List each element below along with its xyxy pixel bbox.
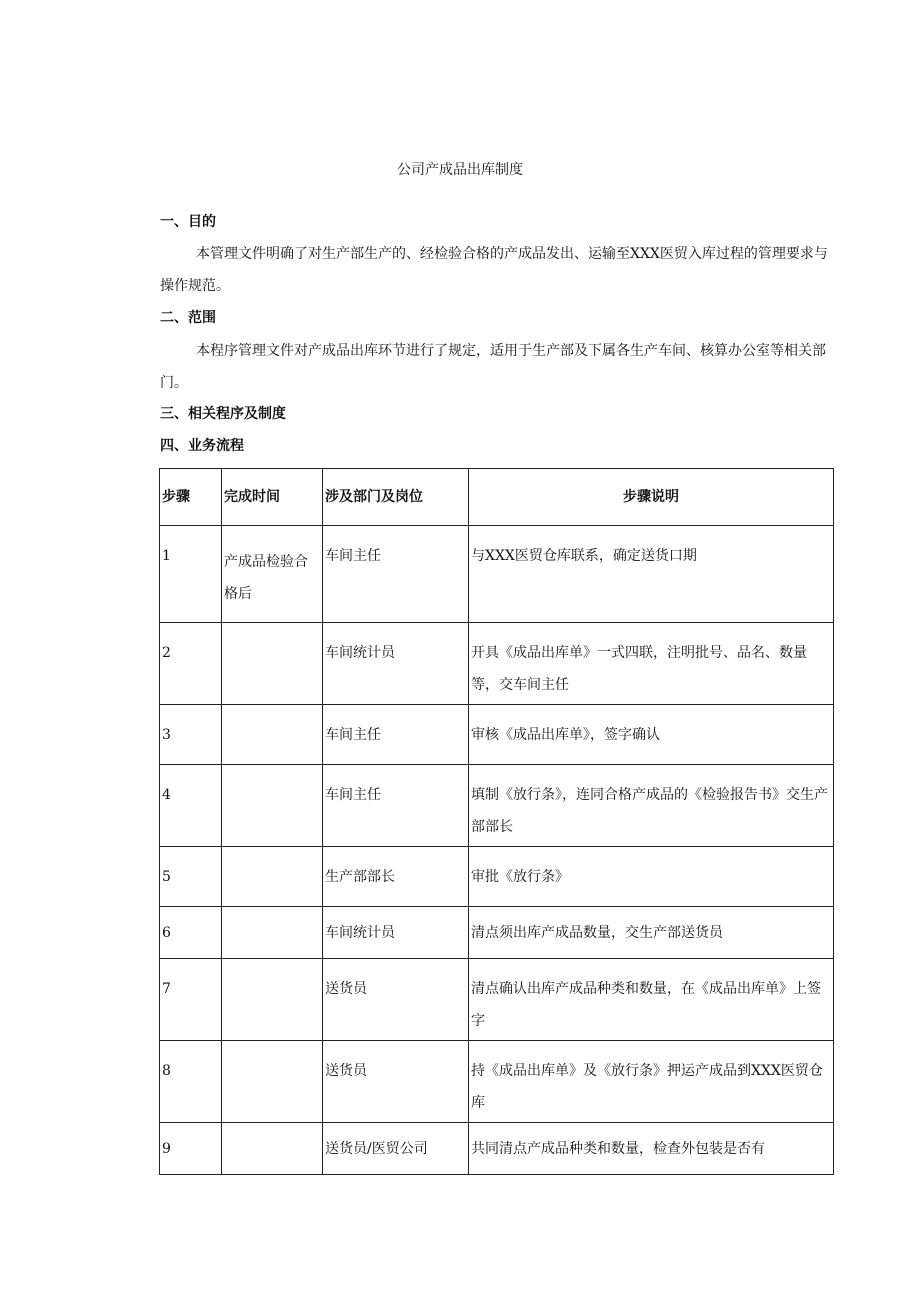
cell-time	[224, 907, 320, 917]
cell-desc: 清点须出库产成品数量，交生产部送货员	[471, 925, 723, 941]
section-heading-procedures: 三、相关程序及制度	[160, 406, 286, 422]
cell-dept: 生产部部长	[325, 869, 395, 885]
cell-dept: 车间主任	[325, 727, 381, 743]
cell-dept: 送货员/医贸公司	[325, 1141, 428, 1157]
cell-time	[224, 765, 320, 779]
workflow-table	[159, 468, 834, 1175]
table-row	[160, 907, 834, 959]
section-body-scope: 本程序管理文件对产成品出库环节进行了规定，适用于生产部及下属各生产车间、核算办公室等相关部门。	[160, 343, 826, 391]
cell-desc: 开具《成品出库单》一式四联，注明批号、品名、数量等，交车间主任	[471, 645, 807, 693]
section-heading-scope: 二、范围	[160, 310, 216, 326]
cell-step: 7	[162, 981, 171, 997]
table-row	[160, 705, 834, 765]
table-row	[160, 959, 834, 1041]
cell-dept: 车间主任	[325, 787, 381, 803]
header-dept: 涉及部门及岗位	[323, 469, 469, 526]
cell-desc: 清点确认出库产成品种类和数量，在《成品出库单》上签字	[471, 981, 821, 1029]
cell-step: 6	[162, 925, 171, 941]
cell-desc: 审批《放行条》	[471, 869, 569, 885]
cell-desc: 与XXX医贸仓库联系，确定送货口期	[471, 548, 697, 564]
section-body-purpose: 本管理文件明确了对生产部生产的、经检验合格的产成品发出、运输至XXX医贸入库过程的管理要求与操作规范。	[160, 246, 828, 294]
cell-step: 3	[162, 727, 171, 743]
section-heading-purpose: 一、目的	[160, 214, 216, 230]
cell-time	[224, 705, 320, 719]
cell-desc: 审核《成品出库单》，签字确认	[471, 727, 660, 743]
document-title: 公司产成品出库制度	[397, 162, 523, 178]
cell-desc: 填制《放行条》，连同合格产成品的《检验报告书》交生产部部长	[471, 787, 828, 835]
header-desc: 步骤说明	[469, 469, 834, 526]
cell-time	[224, 847, 320, 861]
cell-step: 9	[162, 1141, 171, 1157]
cell-time: 产成品检验合格后	[224, 554, 308, 602]
table-row	[160, 847, 834, 907]
header-time: 完成时间	[222, 469, 323, 526]
cell-dept: 送货员	[325, 1063, 367, 1079]
cell-dept: 车间主任	[325, 548, 381, 564]
cell-time	[224, 1123, 320, 1133]
section-heading-workflow: 四、业务流程	[160, 438, 244, 454]
table-row	[160, 765, 834, 847]
cell-step: 8	[162, 1063, 171, 1079]
cell-dept: 送货员	[325, 981, 367, 997]
table-row	[160, 1123, 834, 1175]
cell-time	[224, 623, 320, 637]
cell-time	[224, 959, 320, 973]
cell-step: 5	[162, 869, 171, 885]
table-row	[160, 526, 834, 623]
cell-desc: 持《成品出库单》及《放行条》押运产成品到XXX医贸仓库	[471, 1063, 823, 1111]
table-header-row	[160, 469, 834, 526]
cell-step: 4	[162, 787, 171, 803]
cell-dept: 车间统计员	[325, 925, 395, 941]
cell-desc: 共同清点产成品种类和数量，检查外包装是否有	[471, 1141, 765, 1157]
header-step: 步骤	[160, 469, 222, 526]
cell-step: 1	[162, 548, 171, 564]
cell-dept: 车间统计员	[325, 645, 395, 661]
cell-time	[224, 1041, 320, 1055]
table-row	[160, 623, 834, 705]
cell-step: 2	[162, 645, 171, 661]
table-row	[160, 1041, 834, 1123]
